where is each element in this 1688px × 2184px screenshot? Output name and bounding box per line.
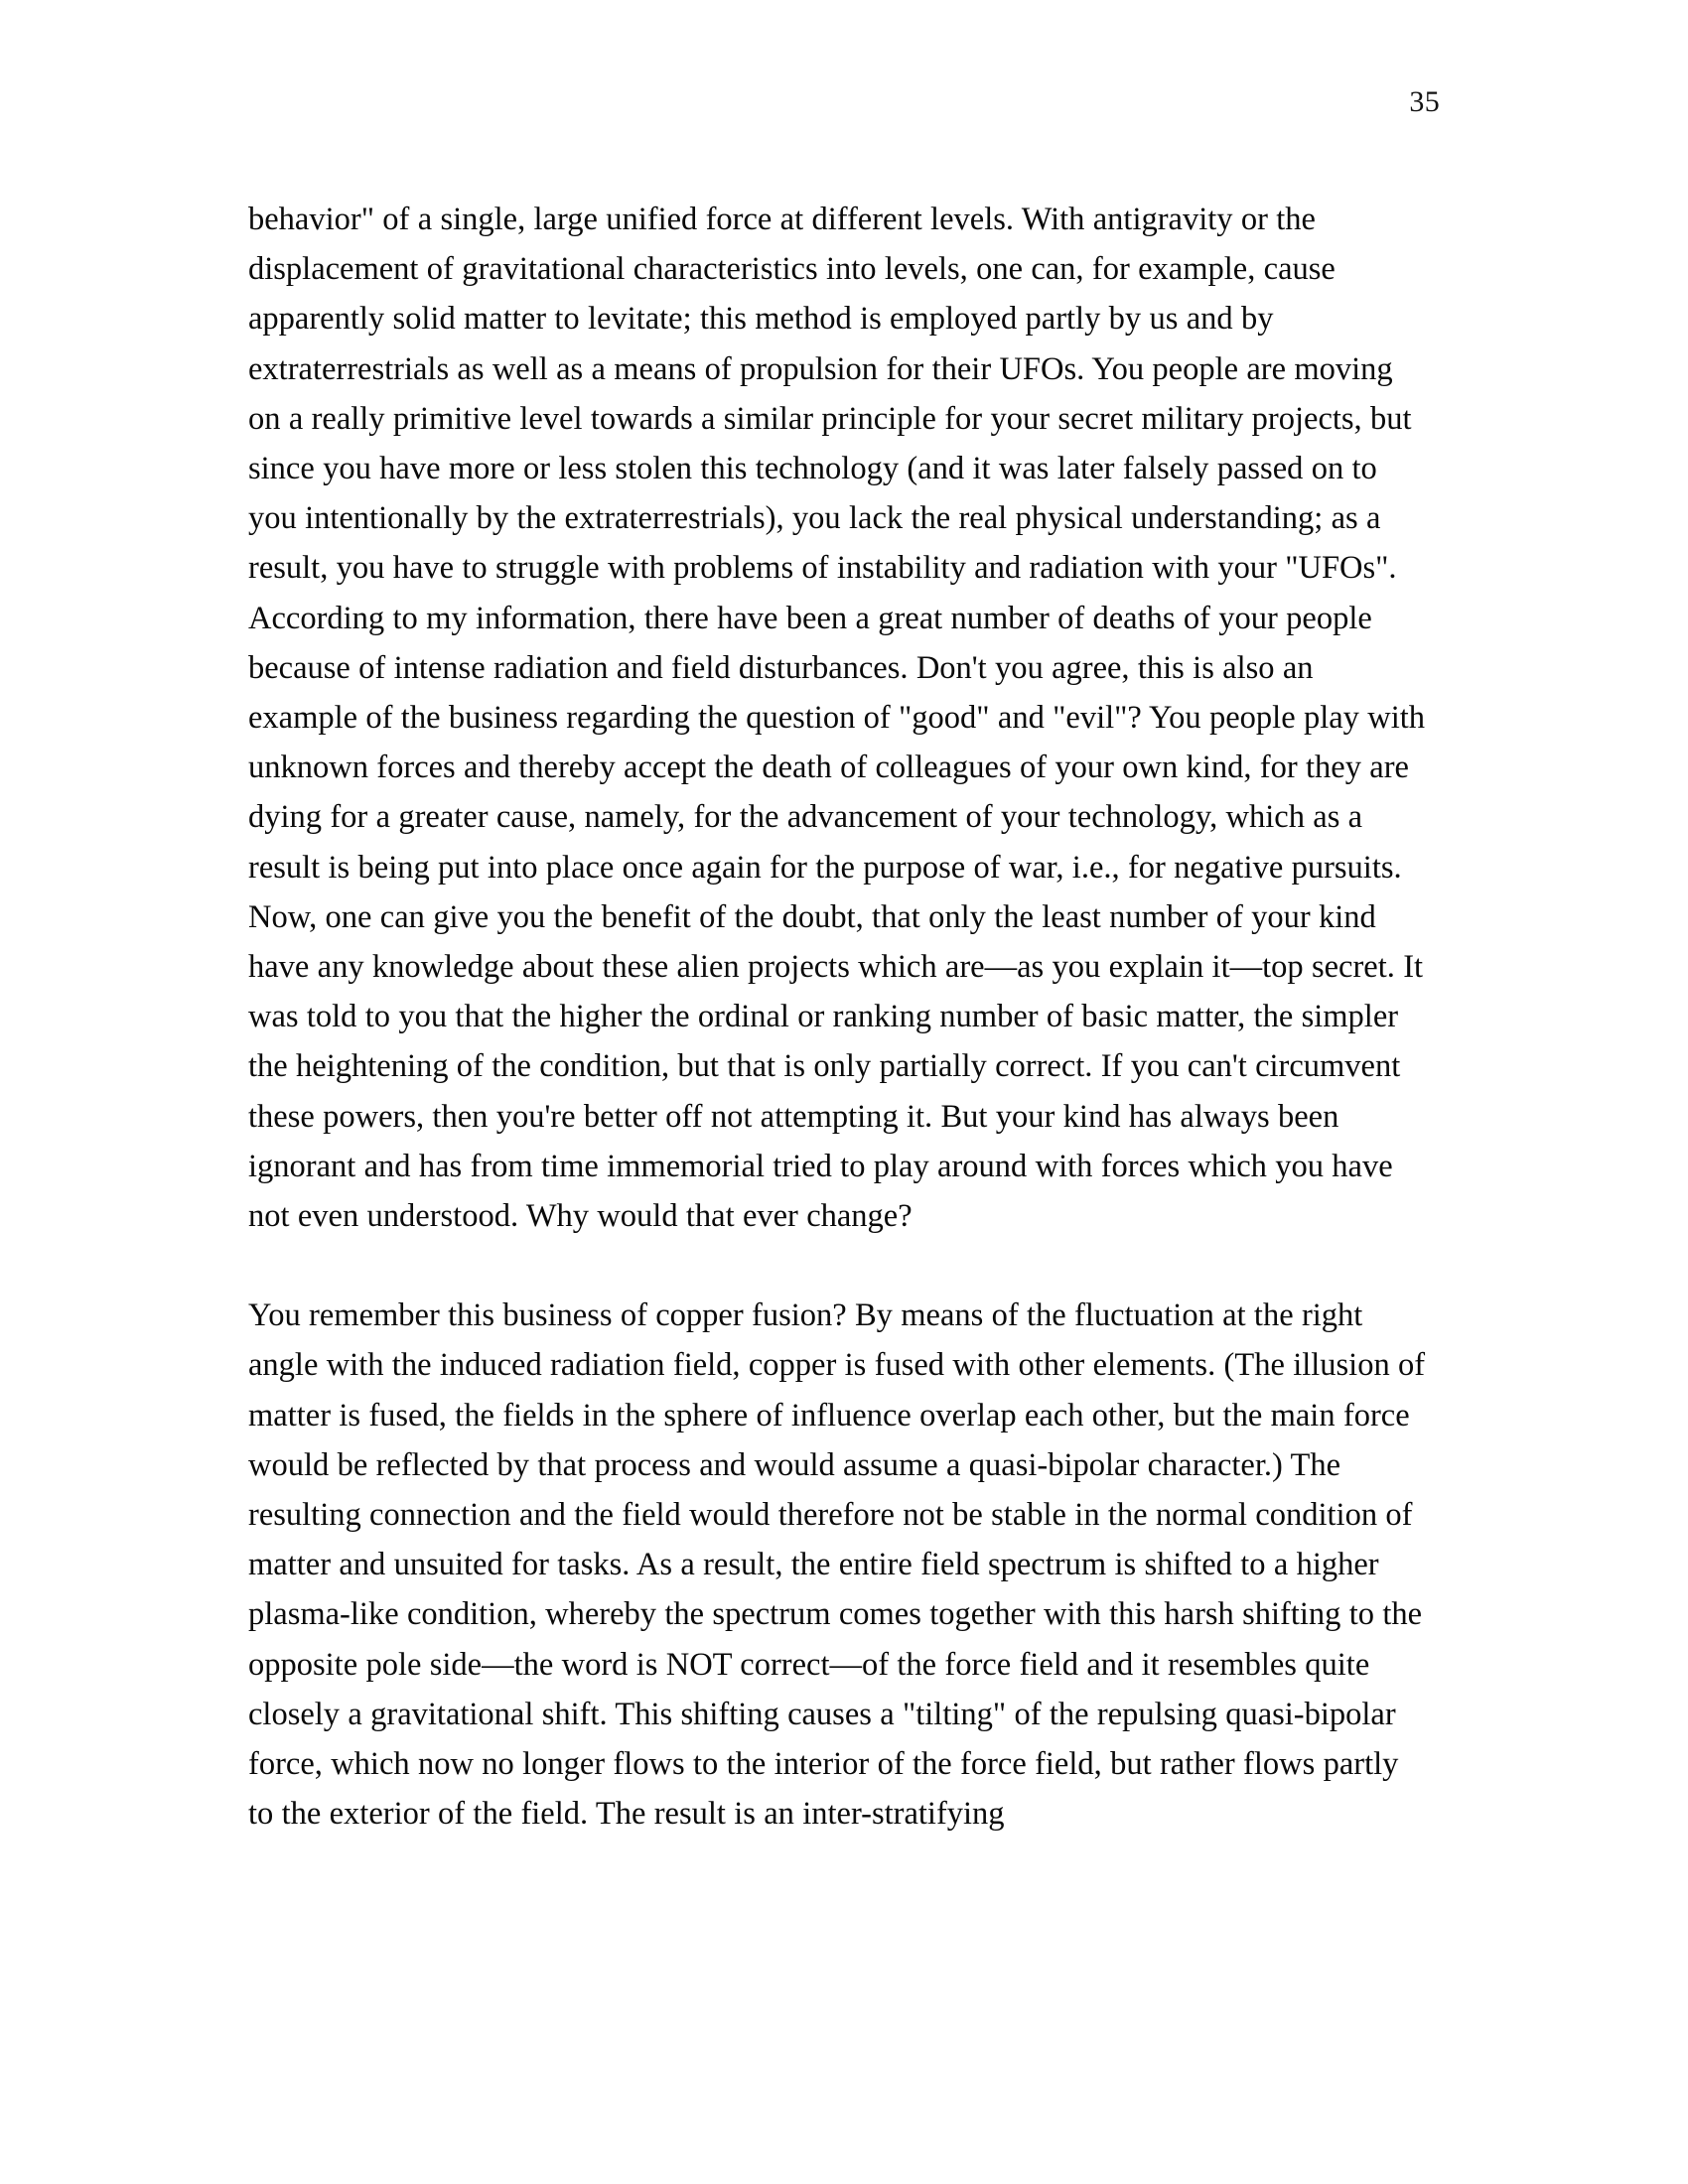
body-text-column <box>248 195 1426 1840</box>
page-number: 35 <box>1409 85 1440 118</box>
body-paragraph: behavior" of a single, large unified force at different levels. With antigravity or the displacement of gravitational characteristics into levels, one can, for example, cause apparently solid matter to levitate; this method is employed partly by us and by extraterrestrials as well as a means of propulsion for their UFOs. You people are moving on a really primitive level towards a similar principle for your secret military projects, but since you have more or less stolen this technology (and it was later falsely passed on to you intentionally by the extraterrestrials), you lack the real physical understanding; as a result, you have to struggle with problems of instability and radiation with your "UFOs". According to my information, there have been a great number of deaths of your people because of intense radiation and field disturbances. Don't you agree, this is also an example of the business regarding the question of "good" and "evil"? You people play with unknown forces and thereby accept the death of colleagues of your own kind, for they are dying for a greater cause, namely, for the advancement of your technology, which as a result is being put into place once again for the purpose of war, i.e., for negative pursuits. Now, one can give you the benefit of the doubt, that only the least number of your kind have any knowledge about these alien projects which are—as you explain it—top secret. It was told to you that the higher the ordinal or ranking number of basic matter, the simpler the heightening of the condition, but that is only partially correct. If you can't circumvent these powers, then you're better off not attempting it. But your kind has always been ignorant and has from time immemorial tried to play around with forces which you have not even understood. Why would that ever change? <box>248 202 1426 1235</box>
page-header <box>248 87 1440 117</box>
body-paragraph: You remember this business of copper fusion? By means of the fluctuation at the right angle with the induced radiation field, copper is fused with other elements. (The illusion of matter is fused, the fields in the sphere of influence overlap each other, but the main force would be reflected by that process and would assume a quasi-bipolar character.) The resulting connection and the field would therefore not be stable in the normal condition of matter and unsuited for tasks. As a result, the entire field spectrum is shifted to a higher plasma-like condition, whereby the spectrum comes together with this harsh shifting to the opposite pole side—the word is NOT correct—of the force field and it resembles quite closely a gravitational shift. This shifting causes a "tilting" of the repulsing quasi-bipolar force, which now no longer flows to the interior of the force field, but rather flows partly to the exterior of the field. The result is an inter-stratifying <box>248 1297 1426 1833</box>
